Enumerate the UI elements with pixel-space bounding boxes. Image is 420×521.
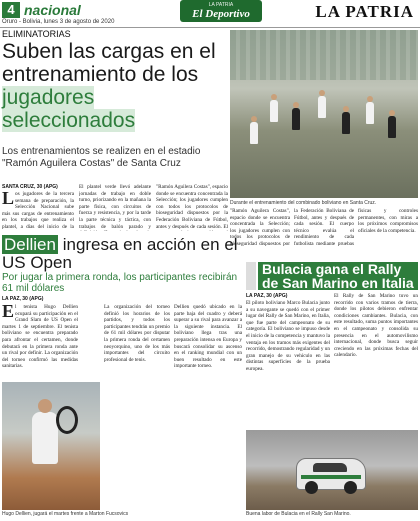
training-photo (230, 30, 418, 198)
player-figure (318, 96, 326, 118)
player-figure (366, 102, 374, 124)
dellien-photo-caption: Hugo Dellien, jugará el martes frente a Marton Fucsovics (2, 511, 129, 517)
page-header (0, 0, 420, 28)
headline-highlight: jugadores seleccionados (2, 86, 136, 132)
dropcap: E (2, 304, 15, 321)
racket (56, 406, 78, 434)
article2-byline: LA PAZ, 30 (APG) (246, 293, 288, 299)
article1-col3: "Ramón Aguilera Costas", espacio donde se encuentra concentrada la Selección; los jugadores cumplen con todos los protocolos de bioseguridad dispuestos por la Federación Boliviana de Fútbol, antes y después de cada sesión. El (156, 184, 228, 230)
rally-car (296, 458, 366, 490)
article1-continued: "Ramón Aguilera Costas", espacio donde se encuentra concentrada la Selección; los jugadores cumplen con todos los protocolos de bioseguridad dispuestos por la Federación Boliviana de Fútbol, antes y después de cada sesión. El cuerpo técnico evalúa el rendimiento de cada futbolista mediante pruebas físicas y controles permanentes, con miras a los próximos compromisos oficiales de la competencia. (230, 208, 418, 247)
section-badge (180, 0, 262, 22)
player-figure (292, 108, 300, 130)
article1-col2: El plantel verde llevó adelante jornadas de trabajo en doble turno, priorizando en la mañana la parte física, con circuitos de fuerza y resistencia, y por la tarde la parte técnica y táctica, con trabajos de balón parado y (79, 184, 151, 230)
title-rest: ingresa en acción en el US Open (2, 235, 238, 272)
article3-title (2, 236, 242, 272)
dateline: Oruro - Bolivia, lunes 3 de agosto de 2020 (2, 19, 115, 25)
article2-col2: El Rally de San Marino tuvo un recorrido con varios tramos de tierra, donde los pilotos debieron enfrentar condiciones cambiantes. Bulacia, con este resultado, suma puntos importantes en el campeonato y consolida su presencia en el automovilismo internacional, donde busca seguir creciendo en las próximas fechas del calendario. (334, 293, 418, 359)
car-window (313, 463, 347, 472)
body-text: os jugadores de la tercera semana de preparación, la Selección Nacional sube más sus cargas de entrenamiento en los trabajos que realiza el plantel, a días del inicio de la (2, 191, 74, 230)
article1-subhead: Los entrenamientos se realizen en el estadio "Ramón Aguilera Costas" de Santa Cruz (2, 146, 201, 169)
article1-kicker: ELIMINATORIAS (2, 29, 71, 39)
article3-byline: LA PAZ, 30 (APG) (2, 296, 44, 302)
masthead: LA PATRIA (315, 2, 414, 21)
body-text: l tenista Hugo Dellien ocupará su participación en el Grand Slam de US Open el martes 1 de septiembre. El tenista boliviano se encuentra preparado para afrontar el certamen, donde debutará en la primera ronda ante un rival por definir. La organización del torneo confirmó las medidas sanitarias. (2, 304, 78, 370)
article3-col1 (2, 304, 78, 380)
car-stripe (301, 475, 361, 479)
article3-subtitle: Por jugar la primera ronda, los participantes recibirán 61 mil dólares (2, 272, 238, 294)
tennis-player (32, 412, 58, 464)
rally-photo (246, 430, 418, 510)
car-wheel (305, 481, 318, 494)
article2-title: Bulacia gana el Rally de San Marino en Italia (258, 262, 418, 290)
dropcap: L (2, 191, 15, 208)
title-name: Dellien (4, 235, 56, 254)
player-figure (270, 100, 278, 122)
article3-col2: La organización del torneo definió los horarios de los partidos, y todos los participantes tendrán un premio de 61 mil dólares por disputar la primera ronda del certamen neoyorquino, uno de los más importantes del circuito profesional de tenis. (104, 304, 170, 363)
section-label: nacional (24, 2, 81, 18)
article2-col1: El piloto boliviano Marco Bulacia junto a su navegante se quedó con el primer lugar del Rally de San Marino, en Italia, que fue parte del campeonato de su categoría. El boliviano se impuso desde el inicio de la competencia y mantuvo la ventaja en los tramos más exigentes del recorrido, demostrando regularidad y un gran manejo de su vehículo en las distintas superficies de la prueba europea. (246, 300, 330, 372)
headline-plain: Suben las cargas en el entrenamiento de los (2, 40, 216, 86)
stands (230, 30, 418, 80)
article1-headline (2, 40, 227, 132)
car-wheel (344, 481, 357, 494)
page-number: 4 (2, 2, 20, 18)
badge-title: El Deportivo (192, 8, 250, 20)
badge-top: LA PATRIA (208, 2, 234, 8)
flag-strip (246, 262, 256, 290)
training-photo-caption: Durante el entrenamiento del combinado boliviano en Santa Cruz. (230, 200, 377, 206)
dellien-photo (2, 382, 100, 510)
player-figure (342, 112, 350, 134)
player-figure (250, 122, 258, 144)
article1-col1 (2, 191, 74, 231)
player-figure (388, 116, 396, 138)
article1-byline: SANTA CRUZ, 30 (APG) (2, 184, 58, 190)
article3-col3: Dellien quedó ubicado en la parte baja del cuadro y deberá superar a su rival para avanzar a la siguiente instancia. El boliviano llega tras una preparación intensa en Europa y buscará consolidar su ascenso en el ranking mundial con un buen resultado en este importante torneo. (174, 304, 242, 370)
rally-photo-caption: Buena labor de Bulacia en el Rally San Marino. (246, 511, 351, 517)
